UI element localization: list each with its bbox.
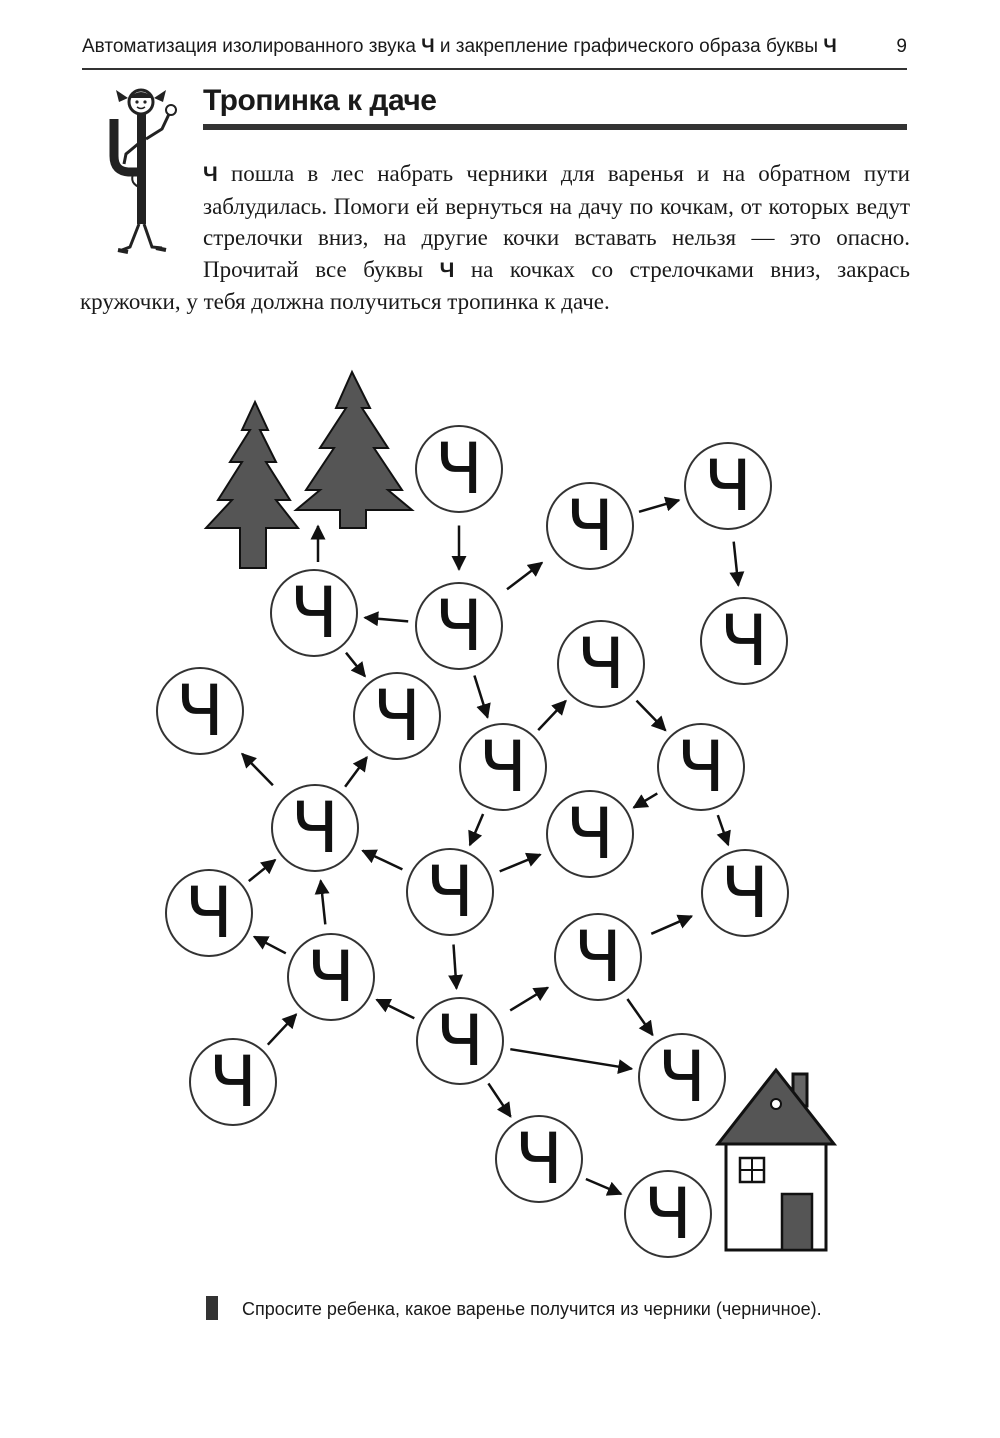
maze-arrow [365, 618, 408, 622]
bump-letter: Ч [307, 936, 355, 1018]
maze-arrow [510, 988, 548, 1011]
fir-trees [206, 372, 412, 568]
maze-arrow [377, 1000, 415, 1019]
bump-letter: Ч [436, 1000, 484, 1082]
maze-bump[interactable] [190, 1039, 276, 1125]
bump-letter: Ч [704, 445, 752, 527]
maze-bump[interactable] [417, 998, 503, 1084]
maze-bump[interactable] [157, 668, 243, 754]
fir-tree-icon [296, 372, 412, 528]
maze-arrow [454, 945, 457, 989]
maze-arrow [321, 881, 326, 925]
bump-letter: Ч [291, 787, 339, 869]
maze-bump[interactable] [625, 1171, 711, 1257]
bump-letter: Ч [677, 726, 725, 808]
maze-arrow [346, 653, 365, 677]
title-divider [203, 124, 907, 130]
maze-arrow [637, 701, 666, 731]
maze-arrow [249, 860, 275, 881]
maze-arrow [634, 793, 658, 807]
maze-arrow [254, 937, 286, 954]
maze-arrow [507, 563, 542, 590]
maze-arrow [510, 1049, 631, 1069]
maze-bump[interactable] [354, 673, 440, 759]
note-text: Спросите ребенка, какое варенье получится из черники (черничное). [242, 1299, 822, 1319]
maze-bump[interactable] [685, 443, 771, 529]
bump-letter: Ч [566, 485, 614, 567]
maze-bump[interactable] [639, 1034, 725, 1120]
maze-bump[interactable] [272, 785, 358, 871]
page-number: 9 [896, 36, 907, 57]
note-bullet-icon [206, 1296, 218, 1320]
maze-bump[interactable] [166, 870, 252, 956]
bump-letter: Ч [577, 623, 625, 705]
bump-letter: Ч [426, 851, 474, 933]
bump-letter: Ч [176, 670, 224, 752]
maze-bump[interactable] [658, 724, 744, 810]
fir-tree-icon [206, 402, 298, 568]
bump-letter: Ч [209, 1041, 257, 1123]
maze-arrow [242, 754, 273, 785]
maze-arrow [488, 1083, 510, 1116]
house-icon [718, 1070, 834, 1250]
bump-letter: Ч [574, 916, 622, 998]
bump-letter: Ч [721, 852, 769, 934]
bump-letter: Ч [720, 600, 768, 682]
maze-arrow [586, 1179, 621, 1194]
maze-bump[interactable] [702, 850, 788, 936]
maze-bump[interactable] [407, 849, 493, 935]
bump-letter: Ч [515, 1118, 563, 1200]
maze-bump[interactable] [547, 483, 633, 569]
maze-bump[interactable] [701, 598, 787, 684]
page-header [82, 34, 907, 70]
bump-letter: Ч [185, 872, 233, 954]
bump-letter: Ч [435, 428, 483, 510]
maze-bump[interactable] [460, 724, 546, 810]
maze-bump[interactable] [496, 1116, 582, 1202]
maze-bump[interactable] [555, 914, 641, 1000]
maze-arrow [268, 1014, 296, 1044]
maze-diagram [0, 360, 1000, 1280]
bump-letter: Ч [644, 1173, 692, 1255]
maze-bump[interactable] [558, 621, 644, 707]
maze-arrow [538, 701, 566, 730]
maze-arrow [639, 500, 679, 512]
maze-arrow [345, 757, 367, 787]
maze-arrow [363, 851, 403, 870]
maze-arrow [500, 855, 541, 872]
bump-letter: Ч [435, 585, 483, 667]
exercise-title: Тропинка к даче [203, 84, 437, 117]
exercise-instructions: Ч пошла в лес набрать черники для варенья и на обратном пути заблудилась. Помоги ей вернуться на дачу по кочкам, от которых ведут стрелочки вниз, на другие кочки вставать нельзя — это опасно. Прочитай все буквы Ч на кочках со стрелочками вниз, закрась кружочки, у тебя должна получиться тропинка к даче. [80, 158, 910, 318]
maze-arrow [474, 676, 487, 718]
parent-note [206, 1296, 822, 1320]
maze-arrow [718, 815, 728, 845]
maze-arrow [734, 542, 739, 586]
mascot-spacer [80, 158, 203, 284]
maze-bump[interactable] [416, 426, 502, 512]
maze-arrow [470, 814, 483, 845]
bump-letter: Ч [373, 675, 421, 757]
maze-bump[interactable] [416, 583, 502, 669]
maze-arrow [651, 916, 691, 934]
maze-bump[interactable] [288, 934, 374, 1020]
bump-letter: Ч [566, 793, 614, 875]
maze-bump[interactable] [547, 791, 633, 877]
bump-letter: Ч [479, 726, 527, 808]
header-title: Автоматизация изолированного звука Ч и закрепление графического образа буквы Ч [82, 36, 837, 57]
bump-letter: Ч [658, 1036, 706, 1118]
maze-bump[interactable] [271, 570, 357, 656]
bump-letter: Ч [290, 572, 338, 654]
maze-arrow [627, 999, 652, 1035]
